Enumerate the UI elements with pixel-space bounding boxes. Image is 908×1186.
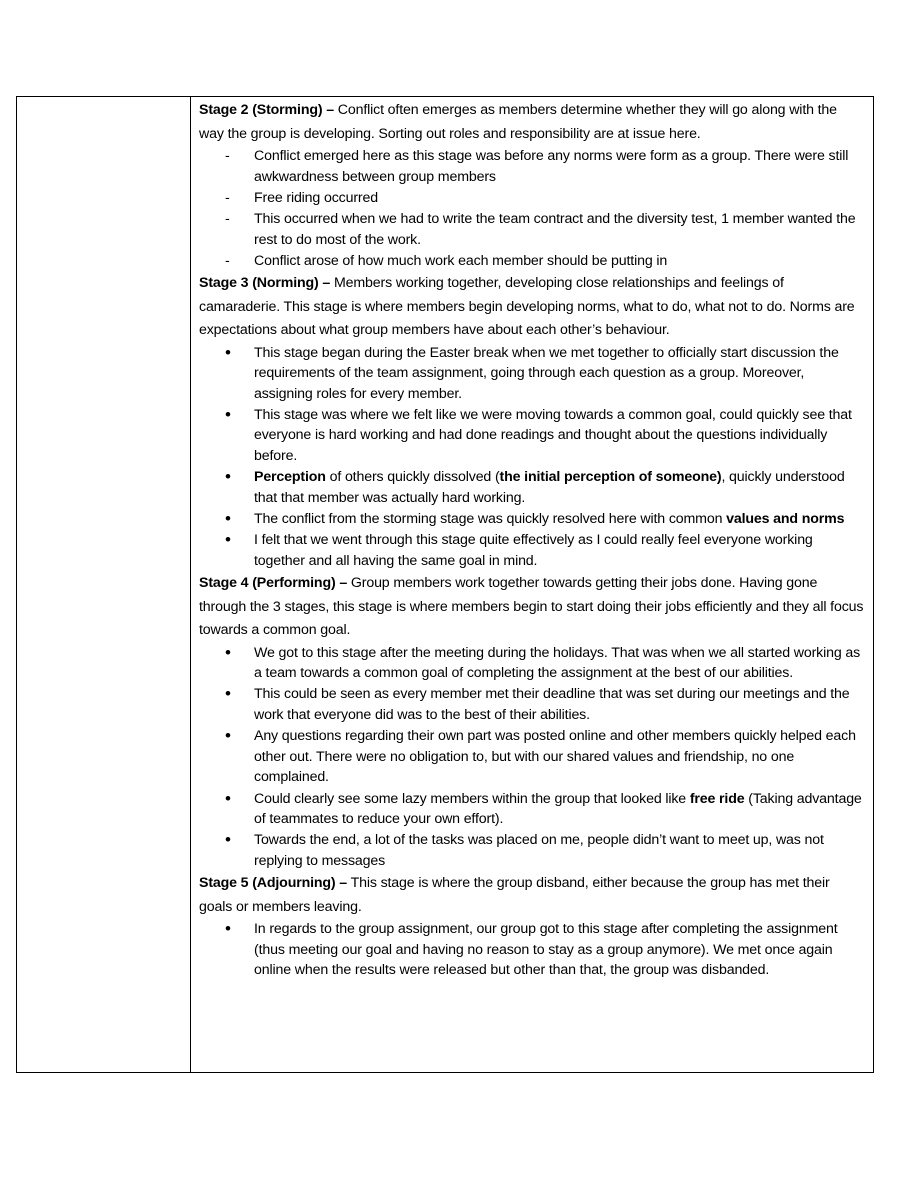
bullet-marker — [225, 343, 239, 365]
dash-marker — [225, 146, 239, 167]
list-item: • I felt that we went through this stage quite effectively as I could really feel everyone working together and all having the same goal in mind. — [199, 530, 865, 571]
dash-marker — [225, 188, 239, 209]
bullet-marker — [225, 405, 239, 427]
stage-4-paragraph — [199, 572, 865, 643]
stage-5-heading: Stage 5 (Adjourning) – — [199, 875, 348, 892]
right-column-cell — [199, 99, 865, 981]
stage-2-description: Conflict often emerges as members determine whether they will go along with the way the group is developing. Sorting out roles and responsibility are at issue here. — [199, 102, 837, 142]
list-item: • Perception of others quickly dissolved (the initial perception of someone), quickly understood that that member was actually hard working. — [199, 467, 865, 508]
stage-2-list — [199, 146, 865, 271]
list-item: - This occurred when we had to write the team contract and the diversity test, 1 member wanted the rest to do most of the work. — [199, 209, 865, 250]
bullet-marker — [225, 643, 239, 665]
document-table — [16, 96, 874, 1073]
stage-5-list — [199, 919, 865, 981]
stage-3-paragraph — [199, 272, 865, 343]
stage-4-description: Group members work together towards getting their jobs done. Having gone through the 3 stages, this stage is where members begin to start doing their jobs efficiently and they all focus towards a common goal. — [199, 575, 864, 639]
list-item: • This stage was where we felt like we were moving towards a common goal, could quickly see that everyone is hard working and had done readings and thought about the questions individually before. — [199, 405, 865, 467]
bullet-marker — [225, 467, 239, 489]
stage-4-list — [199, 643, 865, 872]
bullet-marker — [225, 726, 239, 748]
list-item: • This stage began during the Easter break when we met together to officially start discussion the requirements of the team assignment, going through each question as a group. Moreover, assigning roles for every member. — [199, 343, 865, 405]
dash-marker — [225, 209, 239, 230]
bullet-marker — [225, 919, 239, 941]
stage-3-description: Members working together, developing close relationships and feelings of camaraderie. This stage is where members begin developing norms, what to do, what not to do. Norms are expectations about what group members have about each other’s behaviour. — [199, 275, 855, 339]
bullet-marker — [225, 789, 239, 811]
column-divider — [190, 97, 191, 1072]
stage-3-heading: Stage 3 (Norming) – — [199, 275, 331, 292]
stage-2-paragraph — [199, 99, 865, 146]
bullet-marker — [225, 830, 239, 852]
left-column-cell — [17, 97, 190, 1072]
bullet-marker — [225, 530, 239, 552]
stage-5-paragraph — [199, 872, 865, 919]
stage-3-list — [199, 343, 865, 572]
list-item: - Conflict arose of how much work each member should be putting in — [199, 251, 865, 272]
list-item: • In regards to the group assignment, our group got to this stage after completing the assignment (thus meeting our goal and having no reason to stay as a group anymore). We met once again online when the results were released but other than that, the group was disbanded. — [199, 919, 865, 981]
list-item: • The conflict from the storming stage was quickly resolved here with common values and norms — [199, 509, 865, 530]
list-item: • Any questions regarding their own part was posted online and other members quickly helped each other out. There were no obligation to, but with our shared values and friendship, no one complained. — [199, 726, 865, 788]
stage-2-heading: Stage 2 (Storming) – — [199, 102, 334, 118]
stage-4-heading: Stage 4 (Performing) – — [199, 575, 348, 592]
bullet-marker — [225, 509, 239, 531]
dash-marker — [225, 251, 239, 272]
list-item: • This could be seen as every member met their deadline that was set during our meetings and the work that everyone did was to the best of their abilities. — [199, 684, 865, 725]
list-item: • Towards the end, a lot of the tasks was placed on me, people didn’t want to meet up, was not replying to messages — [199, 830, 865, 871]
stage-5-description: This stage is where the group disband, either because the group has met their goals or members leaving. — [199, 875, 830, 915]
list-item: • We got to this stage after the meeting during the holidays. That was when we all started working as a team towards a common goal of completing the assignment at the best of our abilities. — [199, 643, 865, 684]
bullet-marker — [225, 684, 239, 706]
list-item: • Could clearly see some lazy members within the group that looked like free ride (Taking advantage of teammates to reduce your own effort). — [199, 789, 865, 830]
list-item: - Free riding occurred — [199, 188, 865, 209]
list-item: - Conflict emerged here as this stage was before any norms were form as a group. There were still awkwardness between group members — [199, 146, 865, 187]
